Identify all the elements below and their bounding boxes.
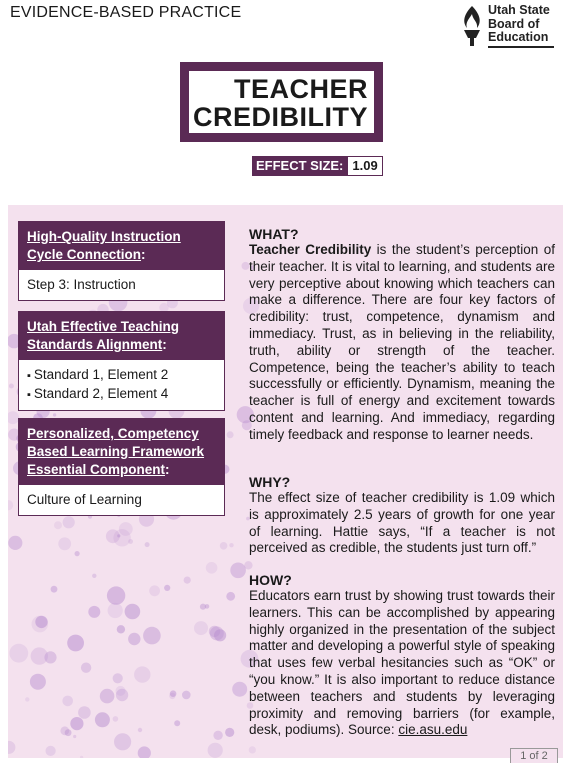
bubble: [63, 516, 75, 528]
bubble: [9, 644, 28, 663]
how-section: [249, 572, 555, 739]
bubble: [164, 585, 170, 591]
standards-heading-a[interactable]: Utah Effective Teaching: [27, 319, 180, 334]
cycle-connection-card: [18, 221, 225, 301]
bubble: [25, 697, 29, 701]
effect-size-badge: [252, 156, 383, 176]
framework-heading-colon: :: [165, 462, 170, 477]
bubble: [169, 693, 175, 699]
standards-alignment-card: [18, 311, 225, 411]
bubble: [206, 562, 218, 574]
why-heading: WHY?: [249, 474, 291, 490]
bubble: [220, 542, 228, 550]
bubble: [138, 746, 151, 758]
bubble: [67, 635, 84, 652]
framework-component-card: [18, 418, 225, 516]
bubble: [88, 606, 100, 618]
bubble: [125, 604, 141, 620]
bubble: [107, 586, 125, 604]
logo-line-1: Utah State: [488, 3, 550, 17]
what-term: Teacher Credibility: [249, 242, 372, 257]
standard-item: ▪ Standard 1, Element 2: [27, 366, 216, 385]
torch-icon: [458, 4, 486, 48]
title-box: [180, 62, 383, 142]
framework-component-body: Culture of Learning: [27, 492, 142, 507]
standard-item: ▪ Standard 2, Element 4: [27, 385, 216, 404]
logo-underline: [488, 46, 554, 48]
logo-line-3: Education: [488, 30, 549, 44]
bubble: [117, 534, 120, 537]
title-line-1: TEACHER: [233, 74, 368, 104]
framework-component-heading: [19, 419, 224, 485]
standards-heading-colon: :: [162, 337, 167, 352]
header-label: EVIDENCE-BASED PRACTICE: [10, 4, 242, 21]
bubble: [208, 743, 223, 758]
page-indicator: 1 of 2: [510, 748, 558, 763]
bubble: [143, 627, 161, 645]
how-text: Educators earn trust by showing trust towards their learners. This can be accomplished by appearing highly organized in the presentation of the subject matter and developing a powerful style of speaking that uses few verbal hesitancies such as “OK” or “you know.” It is also important to reduce distance between teachers and students by leveraging proximity and removing barriers (for example, desk, podiums). Source:: [249, 588, 555, 738]
bubble: [113, 716, 119, 722]
bubble: [108, 603, 123, 618]
bubble: [78, 706, 91, 719]
bubble: [54, 521, 62, 529]
cycle-heading-b[interactable]: Cycle Connection: [27, 247, 142, 262]
bubble: [145, 542, 150, 547]
bubble: [51, 586, 58, 593]
bubble: [227, 431, 234, 438]
effect-size-value: 1.09: [347, 156, 382, 176]
bubble: [8, 536, 22, 550]
framework-heading-c[interactable]: Essential Component: [27, 462, 166, 477]
bubble: [134, 666, 150, 682]
bubble: [9, 384, 14, 389]
bubble: [232, 682, 247, 697]
source-link[interactable]: cie.asu.edu: [398, 722, 468, 738]
bubble: [138, 728, 142, 732]
how-paragraph: [249, 588, 555, 739]
what-section: [249, 226, 555, 444]
bubble: [244, 561, 252, 569]
bubble: [116, 686, 126, 696]
bubble: [117, 625, 125, 633]
standards-list: [27, 366, 216, 404]
bubble: [149, 585, 160, 596]
effect-size-label: EFFECT SIZE:: [252, 156, 347, 176]
cycle-heading-a[interactable]: High-Quality Instruction: [27, 229, 181, 244]
bubble: [8, 500, 13, 510]
bubble: [128, 633, 140, 645]
bubble: [225, 728, 234, 737]
cycle-connection-body: Step 3: Instruction: [27, 277, 136, 292]
bubble: [92, 574, 96, 578]
bubble: [53, 413, 56, 416]
bubble: [210, 626, 224, 640]
bubble: [70, 717, 83, 730]
logo-line-2: Board of: [488, 16, 540, 31]
cycle-connection-heading: [19, 222, 224, 270]
bubble: [205, 604, 210, 609]
bubble: [182, 691, 191, 700]
what-heading: WHAT?: [249, 226, 299, 242]
bubble: [95, 712, 110, 727]
usbe-logo: [458, 4, 558, 48]
why-paragraph: The effect size of teacher credibility is 1.09 which is approximately 2.5 years of growth for one year of learning. Hattie says, “If a teacher is not perceived as credible, the students just turn off.”: [249, 490, 555, 556]
bubble: [119, 522, 133, 536]
bubble: [213, 731, 222, 740]
bubble: [230, 563, 246, 579]
what-paragraph: [249, 242, 555, 444]
bubble: [44, 651, 56, 663]
framework-heading-a[interactable]: Personalized, Competency: [27, 426, 199, 441]
bubble: [8, 741, 15, 754]
bubble: [75, 551, 80, 556]
bubble: [114, 733, 131, 750]
standards-alignment-body: [19, 360, 224, 410]
bubble: [174, 720, 180, 726]
standards-heading-b[interactable]: Standards Alignment: [27, 337, 163, 352]
title-line-2: CREDIBILITY: [192, 102, 368, 132]
bubble: [226, 592, 235, 601]
why-section: [249, 474, 555, 557]
bubble: [249, 746, 256, 753]
bubble: [100, 689, 115, 704]
what-text: is the student’s perception of their teacher. It is vital to learning, and students are very perceptive about knowing which teachers can make a difference. There are four key factors of credibility: trust, competence, dynamism and immediacy. Trust, as in believing in the reliability, truth, ability or strength of the teacher. Competence, being the teacher’s ability to teach successfully or efficiently. Dynamism, meaning the teacher is full of energy and excitement towards content and learning. And immediacy, regarding timely feedback and response to learner needs.: [249, 242, 555, 442]
bubble: [58, 537, 71, 550]
how-heading: HOW?: [249, 572, 292, 588]
bubble: [113, 673, 123, 683]
bubble: [73, 735, 76, 738]
bubble: [81, 663, 91, 673]
bubble: [35, 616, 47, 628]
cycle-heading-colon: :: [141, 247, 146, 262]
bubble: [30, 674, 46, 690]
standards-alignment-heading: [19, 312, 224, 360]
bubble: [46, 746, 56, 756]
bubble: [184, 577, 191, 584]
bubble: [194, 621, 208, 635]
framework-heading-b[interactable]: Based Learning Framework: [27, 444, 205, 459]
bubble: [60, 726, 69, 735]
bubble: [62, 696, 73, 707]
bubble: [229, 543, 233, 547]
